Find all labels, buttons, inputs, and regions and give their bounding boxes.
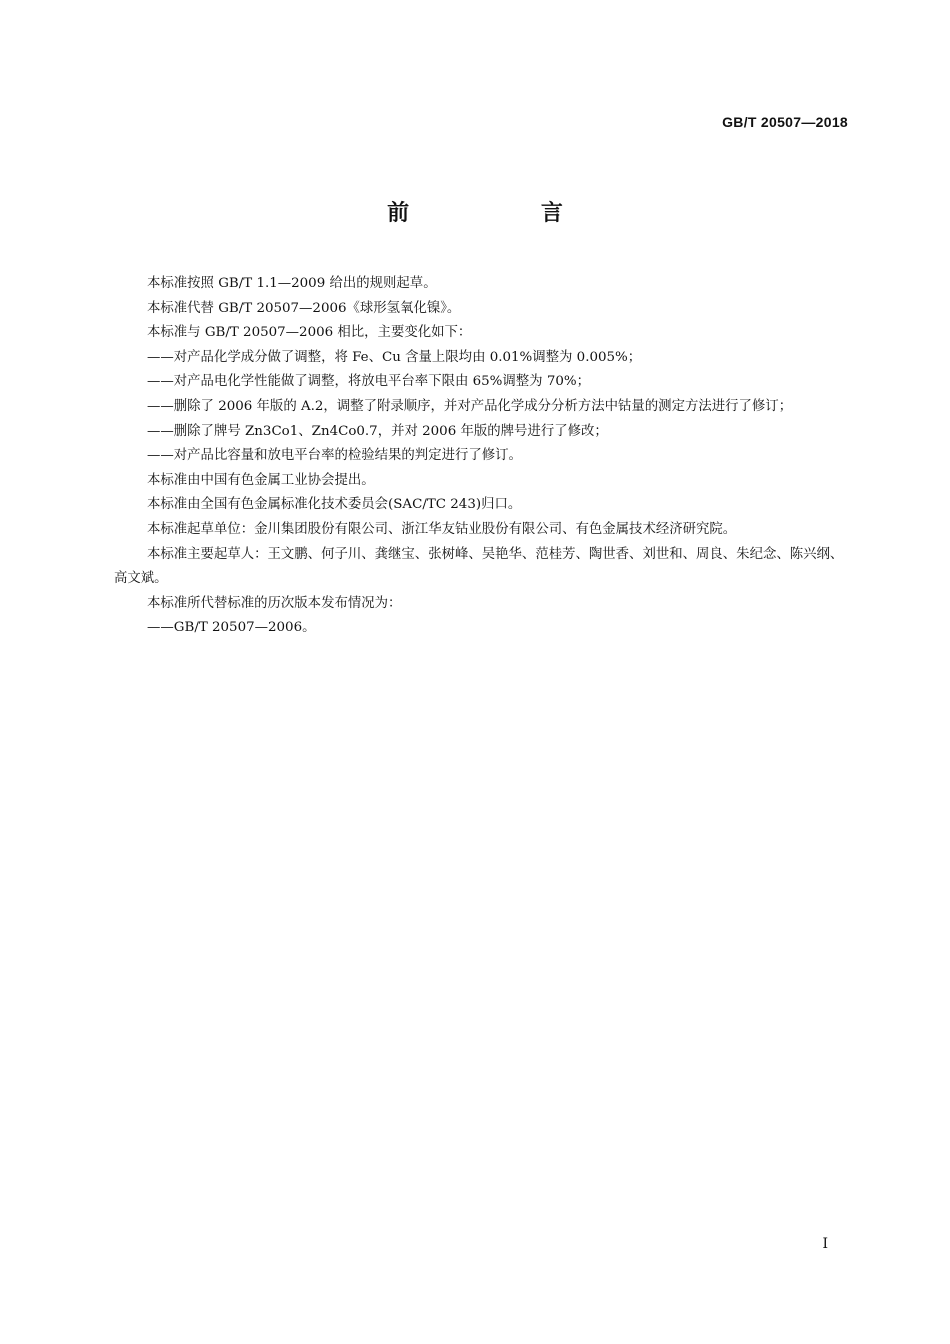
foreword-body <box>114 272 850 641</box>
standard-code: GB/T 20507—2018 <box>722 114 848 130</box>
paragraph-centralized-by: 本标准由全国有色金属标准化技术委员会(SAC/TC 243)归口。 <box>147 497 522 513</box>
paragraph-history-intro: 本标准所代替标准的历次版本发布情况为： <box>147 595 402 611</box>
paragraph-proposed-by: 本标准由中国有色金属工业协会提出。 <box>147 472 375 488</box>
history-item: ——GB/T 20507—2006。 <box>147 620 316 636</box>
change-item-electrochemical: ——对产品电化学性能做了调整，将放电平台率下限由 65%调整为 70%； <box>147 374 590 390</box>
page-title: 前 言 <box>387 201 625 226</box>
change-item-appendix: ——删除了 2006 年版的 A.2，调整了附录顺序，并对产品化学成分分析方法中钴量的测定方法进行了修订； <box>147 398 793 414</box>
paragraph-replaces: 本标准代替 GB/T 20507—2006《球形氢氧化镍》。 <box>147 300 461 316</box>
change-item-chemical: ——对产品化学成分做了调整，将 Fe、Cu 含量上限均由 0.01%调整为 0.005%； <box>147 349 642 365</box>
paragraph-drafting-rules: 本标准按照 GB/T 1.1—2009 给出的规则起草。 <box>147 276 437 291</box>
paragraph-drafting-units: 本标准起草单位：金川集团股份有限公司、浙江华友钴业股份有限公司、有色金属技术经济研究院。 <box>147 521 737 537</box>
paragraph-drafters: 本标准主要起草人：王文鹏、何子川、龚继宝、张树峰、吴艳华、范桂芳、陶世香、刘世和、周良、朱纪念、陈兴纲、高文斌。 <box>114 546 844 587</box>
page-number: I <box>822 1236 828 1252</box>
change-item-grades: ——删除了牌号 Zn3Co1、Zn4Co0.7，并对 2006 年版的牌号进行了修改； <box>147 423 608 439</box>
change-item-inspection: ——对产品比容量和放电平台率的检验结果的判定进行了修订。 <box>147 448 522 464</box>
paragraph-changes-intro: 本标准与 GB/T 20507—2006 相比，主要变化如下： <box>147 325 472 341</box>
